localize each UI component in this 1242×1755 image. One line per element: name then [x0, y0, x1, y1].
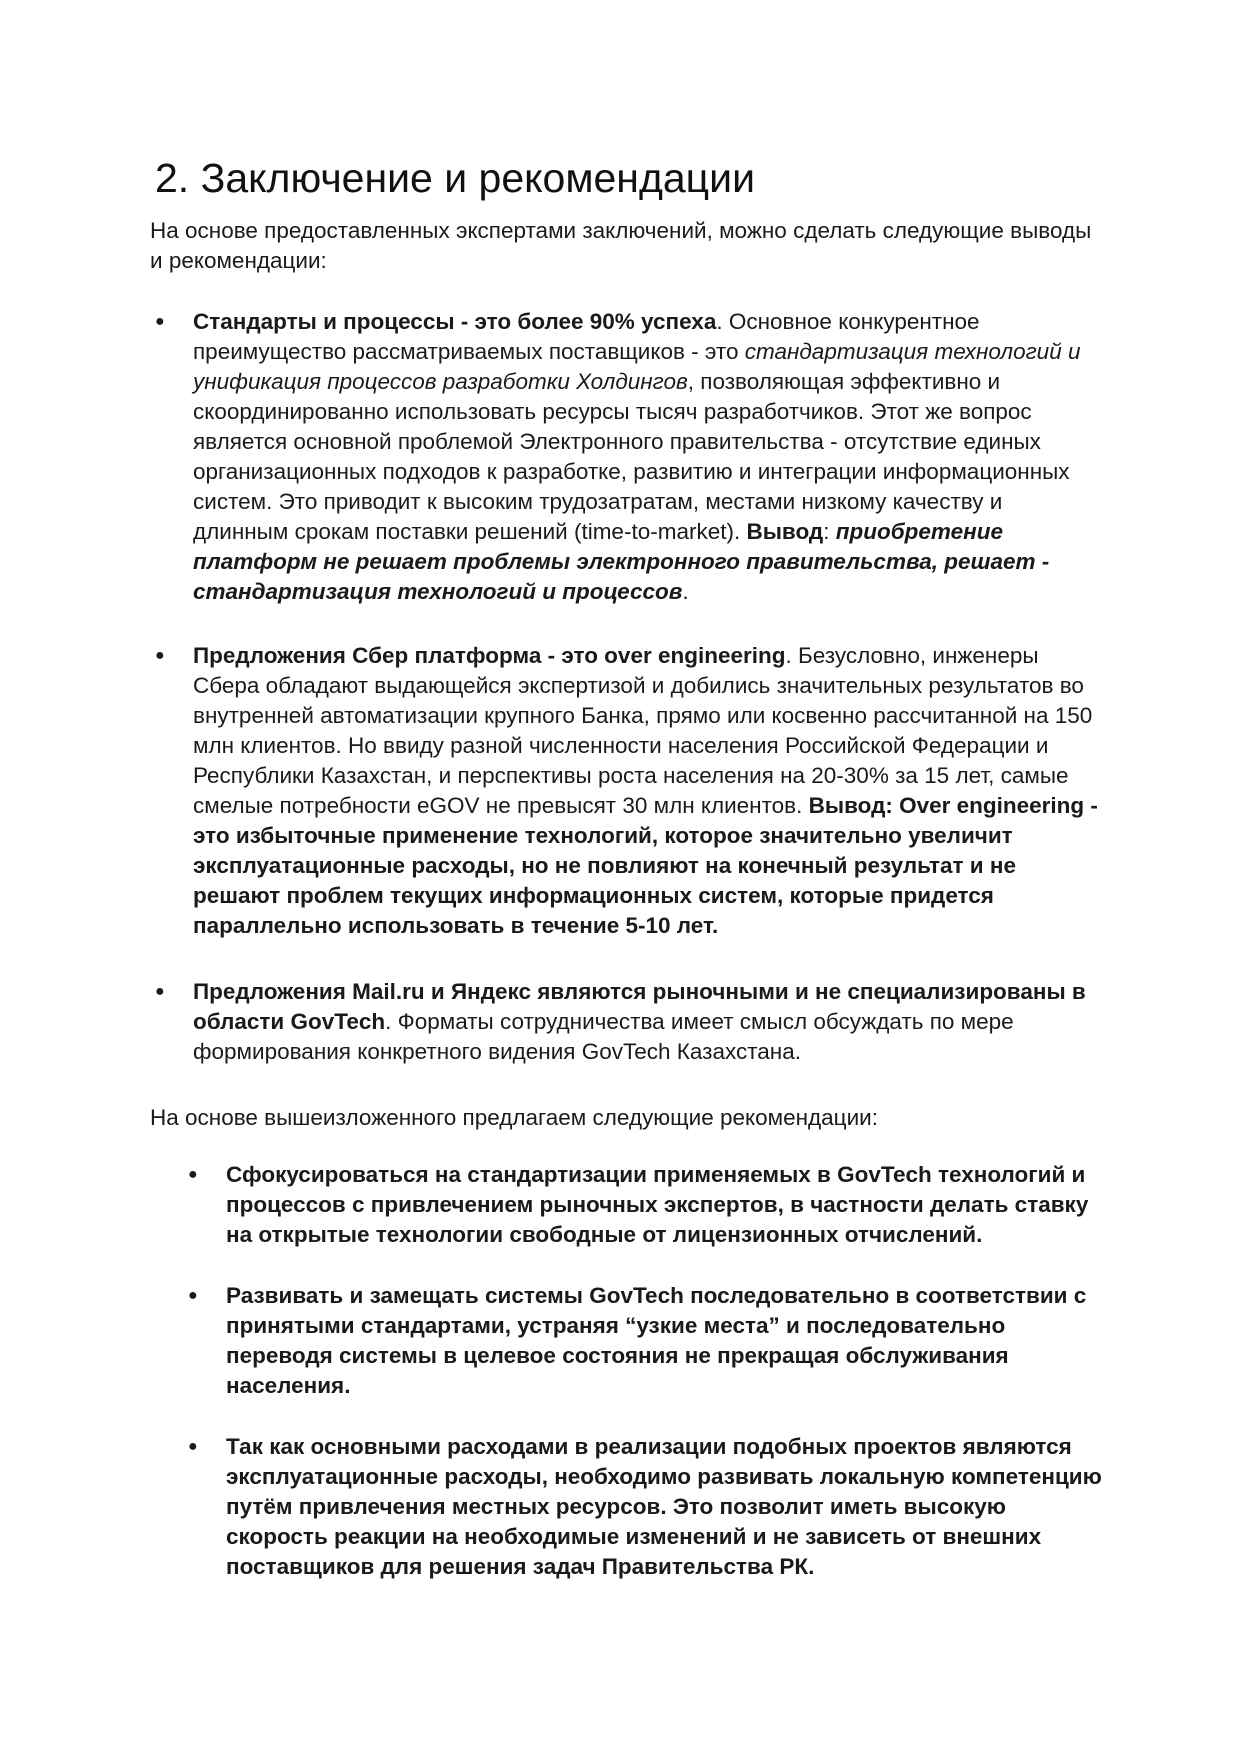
conclusion-text: [193, 641, 1103, 941]
conclusion-colon: :: [823, 519, 836, 544]
bullet-icon: ●: [188, 1287, 198, 1304]
bullet-icon: ●: [155, 983, 165, 1000]
section-heading: 2. Заключение и рекомендации: [155, 155, 755, 201]
conclusion-emphasis: стандартизация технологий и унификация процессов разработки Холдингов: [193, 339, 1081, 394]
conclusion-verdict: Вывод: Over engineering - это избыточные применение технологий, которое значительно увеличит эксплуатационные расходы, но не повлияют на конечный результат и не решают проблем текущих информационных систем, которые придется параллельно использовать в течение 5-10 лет.: [193, 793, 1098, 938]
conclusion-text: [193, 307, 1103, 607]
conclusion-body: . Основное конкурентное преимущество рассматриваемых поставщиков - это: [193, 309, 980, 364]
conclusion-label: Вывод: [746, 519, 824, 544]
bullet-icon: ●: [188, 1166, 198, 1183]
recommendation-text: Развивать и замещать системы GovTech последовательно в соответствии с принятыми стандартами, устраняя “узкие места” и последовательно переводя системы в целевое состояния не прекращая обслуживания населения.: [226, 1283, 1087, 1398]
recommendation-text: Так как основными расходами в реализации подобных проектов являются эксплуатационные расходы, необходимо развивать локальную компетенцию путём привлечения местных ресурсов. Это позволит иметь высокую скорость реакции на необходимые изменений и не зависеть от внешних поставщиков для решения задач Правительства РК.: [226, 1434, 1102, 1579]
bullet-icon: ●: [155, 313, 165, 330]
recommendations-intro: На основе вышеизложенного предлагаем следующие рекомендации:: [150, 1105, 878, 1130]
conclusion-body: . Безусловно, инженеры Сбера обладают выдающейся экспертизой и добились значительных результатов во внутренней автоматизации крупного Банка, прямо или косвенно рассчитанной на 150 млн клиентов. Но ввиду разной численности населения Российской Федерации и Республики Казахстан, и перспективы роста населения на 20-30% за 15 лет, самые смелые потребности eGOV не превысят 30 млн клиентов.: [193, 643, 1093, 818]
conclusion-lead: Стандарты и процессы - это более 90% успеха: [193, 309, 717, 334]
bullet-icon: ●: [155, 647, 165, 664]
intro-paragraph: На основе предоставленных экспертами заключений, можно сделать следующие выводы и рекомендации:: [150, 218, 1092, 273]
bullet-icon: ●: [188, 1438, 198, 1455]
conclusion-lead: Предложения Mail.ru и Яндекс являются рыночными и не специализированы в области GovTech: [193, 979, 1086, 1034]
conclusion-body: , позволяющая эффективно и скоординированно использовать ресурсы тысяч разработчиков. Этот же вопрос является основной проблемой Электронного правительства - отсутствие единых организационных подходов к разработке, развитию и интеграции информационных систем. Это приводит к высоким трудозатратам, местами низкому качеству и длинным срокам поставки решений (time-to-market).: [193, 369, 1070, 544]
conclusion-text: [193, 977, 1103, 1067]
conclusion-verdict: приобретение платформ не решает проблемы электронного правительства, решает - стандартизация технологий и процессов: [193, 519, 1050, 604]
conclusion-end: .: [682, 579, 689, 604]
conclusion-body: . Форматы сотрудничества имеет смысл обсуждать по мере формирования конкретного видения GovTech Казахстана.: [193, 1009, 1014, 1064]
conclusion-lead: Предложения Сбер платформа - это over engineering: [193, 643, 786, 668]
recommendation-text: Сфокусироваться на стандартизации применяемых в GovTech технологий и процессов с привлечением рыночных экспертов, в частности делать ставку на открытые технологии свободные от лицензионных отчислений.: [226, 1162, 1089, 1247]
